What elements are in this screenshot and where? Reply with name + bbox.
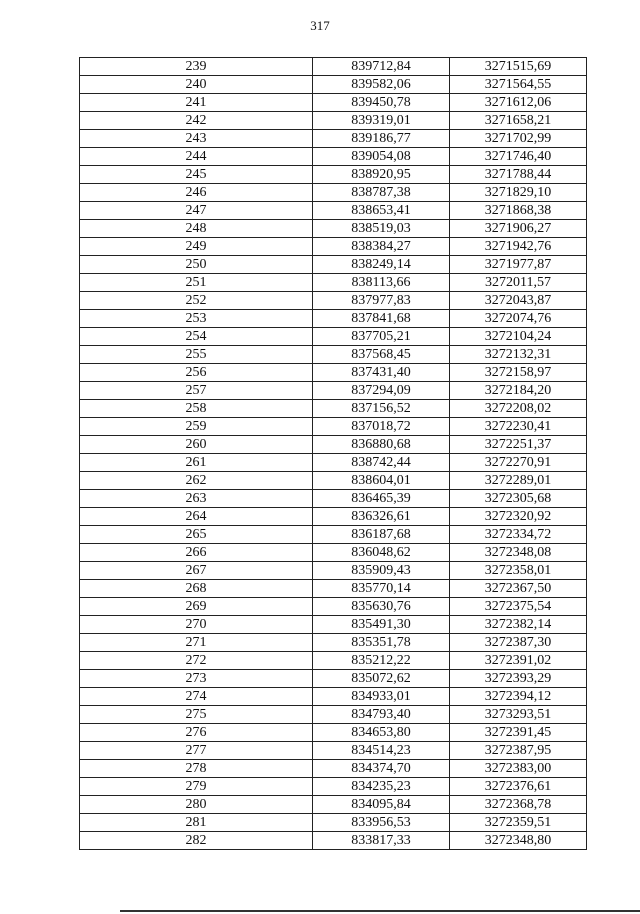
point-number-cell: 257 <box>80 382 313 400</box>
x-coordinate-cell: 839186,77 <box>313 130 450 148</box>
table-row <box>80 688 587 706</box>
table-row <box>80 346 587 364</box>
x-coordinate-cell: 835909,43 <box>313 562 450 580</box>
x-coordinate-cell: 838384,27 <box>313 238 450 256</box>
x-coordinate-cell: 837431,40 <box>313 364 450 382</box>
y-coordinate-cell: 3271977,87 <box>450 256 587 274</box>
x-coordinate-cell: 834235,23 <box>313 778 450 796</box>
y-coordinate-cell: 3272375,54 <box>450 598 587 616</box>
y-coordinate-cell: 3272391,02 <box>450 652 587 670</box>
point-number-cell: 264 <box>80 508 313 526</box>
point-number-cell: 278 <box>80 760 313 778</box>
point-number-cell: 269 <box>80 598 313 616</box>
x-coordinate-cell: 838920,95 <box>313 166 450 184</box>
point-number-cell: 254 <box>80 328 313 346</box>
table-row <box>80 292 587 310</box>
point-number-cell: 252 <box>80 292 313 310</box>
table-row <box>80 310 587 328</box>
point-number-cell: 268 <box>80 580 313 598</box>
x-coordinate-cell: 838249,14 <box>313 256 450 274</box>
table-row <box>80 742 587 760</box>
y-coordinate-cell: 3272334,72 <box>450 526 587 544</box>
table-row <box>80 778 587 796</box>
y-coordinate-cell: 3272043,87 <box>450 292 587 310</box>
table-row <box>80 328 587 346</box>
y-coordinate-cell: 3272270,91 <box>450 454 587 472</box>
y-coordinate-cell: 3272383,00 <box>450 760 587 778</box>
point-number-cell: 266 <box>80 544 313 562</box>
table-row <box>80 58 587 76</box>
table-row <box>80 706 587 724</box>
y-coordinate-cell: 3271906,27 <box>450 220 587 238</box>
point-number-cell: 275 <box>80 706 313 724</box>
x-coordinate-cell: 838742,44 <box>313 454 450 472</box>
point-number-cell: 250 <box>80 256 313 274</box>
y-coordinate-cell: 3272391,45 <box>450 724 587 742</box>
x-coordinate-cell: 838519,03 <box>313 220 450 238</box>
point-number-cell: 245 <box>80 166 313 184</box>
x-coordinate-cell: 839450,78 <box>313 94 450 112</box>
y-coordinate-cell: 3272289,01 <box>450 472 587 490</box>
point-number-cell: 271 <box>80 634 313 652</box>
x-coordinate-cell: 834653,80 <box>313 724 450 742</box>
point-number-cell: 277 <box>80 742 313 760</box>
x-coordinate-cell: 837156,52 <box>313 400 450 418</box>
point-number-cell: 246 <box>80 184 313 202</box>
point-number-cell: 260 <box>80 436 313 454</box>
table-row <box>80 148 587 166</box>
y-coordinate-cell: 3271746,40 <box>450 148 587 166</box>
table-row <box>80 490 587 508</box>
y-coordinate-cell: 3272104,24 <box>450 328 587 346</box>
y-coordinate-cell: 3272305,68 <box>450 490 587 508</box>
table-row <box>80 598 587 616</box>
table-row <box>80 202 587 220</box>
y-coordinate-cell: 3272387,30 <box>450 634 587 652</box>
y-coordinate-cell: 3271788,44 <box>450 166 587 184</box>
point-number-cell: 265 <box>80 526 313 544</box>
point-number-cell: 282 <box>80 832 313 850</box>
table-row <box>80 454 587 472</box>
x-coordinate-cell: 834933,01 <box>313 688 450 706</box>
table-row <box>80 670 587 688</box>
table-row <box>80 112 587 130</box>
x-coordinate-cell: 834095,84 <box>313 796 450 814</box>
y-coordinate-cell: 3271942,76 <box>450 238 587 256</box>
point-number-cell: 272 <box>80 652 313 670</box>
x-coordinate-cell: 838787,38 <box>313 184 450 202</box>
table-row <box>80 472 587 490</box>
coordinates-table-body <box>80 58 587 850</box>
table-row <box>80 508 587 526</box>
x-coordinate-cell: 835491,30 <box>313 616 450 634</box>
y-coordinate-cell: 3271868,38 <box>450 202 587 220</box>
table-row <box>80 436 587 454</box>
y-coordinate-cell: 3272251,37 <box>450 436 587 454</box>
x-coordinate-cell: 837018,72 <box>313 418 450 436</box>
x-coordinate-cell: 836465,39 <box>313 490 450 508</box>
point-number-cell: 248 <box>80 220 313 238</box>
y-coordinate-cell: 3272367,50 <box>450 580 587 598</box>
point-number-cell: 242 <box>80 112 313 130</box>
x-coordinate-cell: 838113,66 <box>313 274 450 292</box>
table-row <box>80 220 587 238</box>
x-coordinate-cell: 836880,68 <box>313 436 450 454</box>
y-coordinate-cell: 3272348,08 <box>450 544 587 562</box>
y-coordinate-cell: 3272358,01 <box>450 562 587 580</box>
y-coordinate-cell: 3271612,06 <box>450 94 587 112</box>
x-coordinate-cell: 837705,21 <box>313 328 450 346</box>
x-coordinate-cell: 835630,76 <box>313 598 450 616</box>
point-number-cell: 249 <box>80 238 313 256</box>
point-number-cell: 259 <box>80 418 313 436</box>
point-number-cell: 239 <box>80 58 313 76</box>
point-number-cell: 251 <box>80 274 313 292</box>
x-coordinate-cell: 837568,45 <box>313 346 450 364</box>
y-coordinate-cell: 3273293,51 <box>450 706 587 724</box>
y-coordinate-cell: 3272376,61 <box>450 778 587 796</box>
y-coordinate-cell: 3271658,21 <box>450 112 587 130</box>
x-coordinate-cell: 839582,06 <box>313 76 450 94</box>
bottom-rule <box>120 910 640 912</box>
y-coordinate-cell: 3271829,10 <box>450 184 587 202</box>
point-number-cell: 262 <box>80 472 313 490</box>
x-coordinate-cell: 839712,84 <box>313 58 450 76</box>
y-coordinate-cell: 3272382,14 <box>450 616 587 634</box>
y-coordinate-cell: 3271702,99 <box>450 130 587 148</box>
x-coordinate-cell: 834374,70 <box>313 760 450 778</box>
table-row <box>80 562 587 580</box>
table-row <box>80 580 587 598</box>
table-row <box>80 184 587 202</box>
table-row <box>80 418 587 436</box>
table-row <box>80 832 587 850</box>
y-coordinate-cell: 3272359,51 <box>450 814 587 832</box>
point-number-cell: 279 <box>80 778 313 796</box>
point-number-cell: 270 <box>80 616 313 634</box>
x-coordinate-cell: 835770,14 <box>313 580 450 598</box>
table-row <box>80 814 587 832</box>
table-row <box>80 76 587 94</box>
x-coordinate-cell: 833817,33 <box>313 832 450 850</box>
x-coordinate-cell: 834514,23 <box>313 742 450 760</box>
y-coordinate-cell: 3272387,95 <box>450 742 587 760</box>
coordinates-table <box>79 57 587 850</box>
y-coordinate-cell: 3272348,80 <box>450 832 587 850</box>
x-coordinate-cell: 838653,41 <box>313 202 450 220</box>
table-row <box>80 634 587 652</box>
table-row <box>80 364 587 382</box>
x-coordinate-cell: 835212,22 <box>313 652 450 670</box>
point-number-cell: 280 <box>80 796 313 814</box>
table-row <box>80 796 587 814</box>
point-number-cell: 240 <box>80 76 313 94</box>
y-coordinate-cell: 3271515,69 <box>450 58 587 76</box>
point-number-cell: 244 <box>80 148 313 166</box>
point-number-cell: 267 <box>80 562 313 580</box>
x-coordinate-cell: 837977,83 <box>313 292 450 310</box>
point-number-cell: 263 <box>80 490 313 508</box>
x-coordinate-cell: 836048,62 <box>313 544 450 562</box>
table-row <box>80 760 587 778</box>
point-number-cell: 281 <box>80 814 313 832</box>
table-row <box>80 166 587 184</box>
point-number-cell: 241 <box>80 94 313 112</box>
table-row <box>80 130 587 148</box>
table-row <box>80 544 587 562</box>
y-coordinate-cell: 3272184,20 <box>450 382 587 400</box>
table-row <box>80 256 587 274</box>
table-row <box>80 400 587 418</box>
point-number-cell: 253 <box>80 310 313 328</box>
page-number: 317 <box>310 18 330 33</box>
point-number-cell: 247 <box>80 202 313 220</box>
point-number-cell: 273 <box>80 670 313 688</box>
y-coordinate-cell: 3271564,55 <box>450 76 587 94</box>
table-row <box>80 616 587 634</box>
x-coordinate-cell: 839319,01 <box>313 112 450 130</box>
x-coordinate-cell: 835351,78 <box>313 634 450 652</box>
x-coordinate-cell: 837294,09 <box>313 382 450 400</box>
point-number-cell: 258 <box>80 400 313 418</box>
x-coordinate-cell: 834793,40 <box>313 706 450 724</box>
point-number-cell: 274 <box>80 688 313 706</box>
y-coordinate-cell: 3272394,12 <box>450 688 587 706</box>
point-number-cell: 255 <box>80 346 313 364</box>
table-row <box>80 274 587 292</box>
table-row <box>80 652 587 670</box>
y-coordinate-cell: 3272011,57 <box>450 274 587 292</box>
table-row <box>80 382 587 400</box>
point-number-cell: 261 <box>80 454 313 472</box>
y-coordinate-cell: 3272368,78 <box>450 796 587 814</box>
x-coordinate-cell: 839054,08 <box>313 148 450 166</box>
y-coordinate-cell: 3272320,92 <box>450 508 587 526</box>
y-coordinate-cell: 3272132,31 <box>450 346 587 364</box>
y-coordinate-cell: 3272393,29 <box>450 670 587 688</box>
y-coordinate-cell: 3272208,02 <box>450 400 587 418</box>
x-coordinate-cell: 833956,53 <box>313 814 450 832</box>
x-coordinate-cell: 835072,62 <box>313 670 450 688</box>
x-coordinate-cell: 836187,68 <box>313 526 450 544</box>
table-row <box>80 724 587 742</box>
y-coordinate-cell: 3272230,41 <box>450 418 587 436</box>
point-number-cell: 256 <box>80 364 313 382</box>
table-row <box>80 238 587 256</box>
point-number-cell: 243 <box>80 130 313 148</box>
table-row <box>80 526 587 544</box>
x-coordinate-cell: 838604,01 <box>313 472 450 490</box>
x-coordinate-cell: 837841,68 <box>313 310 450 328</box>
y-coordinate-cell: 3272158,97 <box>450 364 587 382</box>
table-row <box>80 94 587 112</box>
x-coordinate-cell: 836326,61 <box>313 508 450 526</box>
y-coordinate-cell: 3272074,76 <box>450 310 587 328</box>
point-number-cell: 276 <box>80 724 313 742</box>
